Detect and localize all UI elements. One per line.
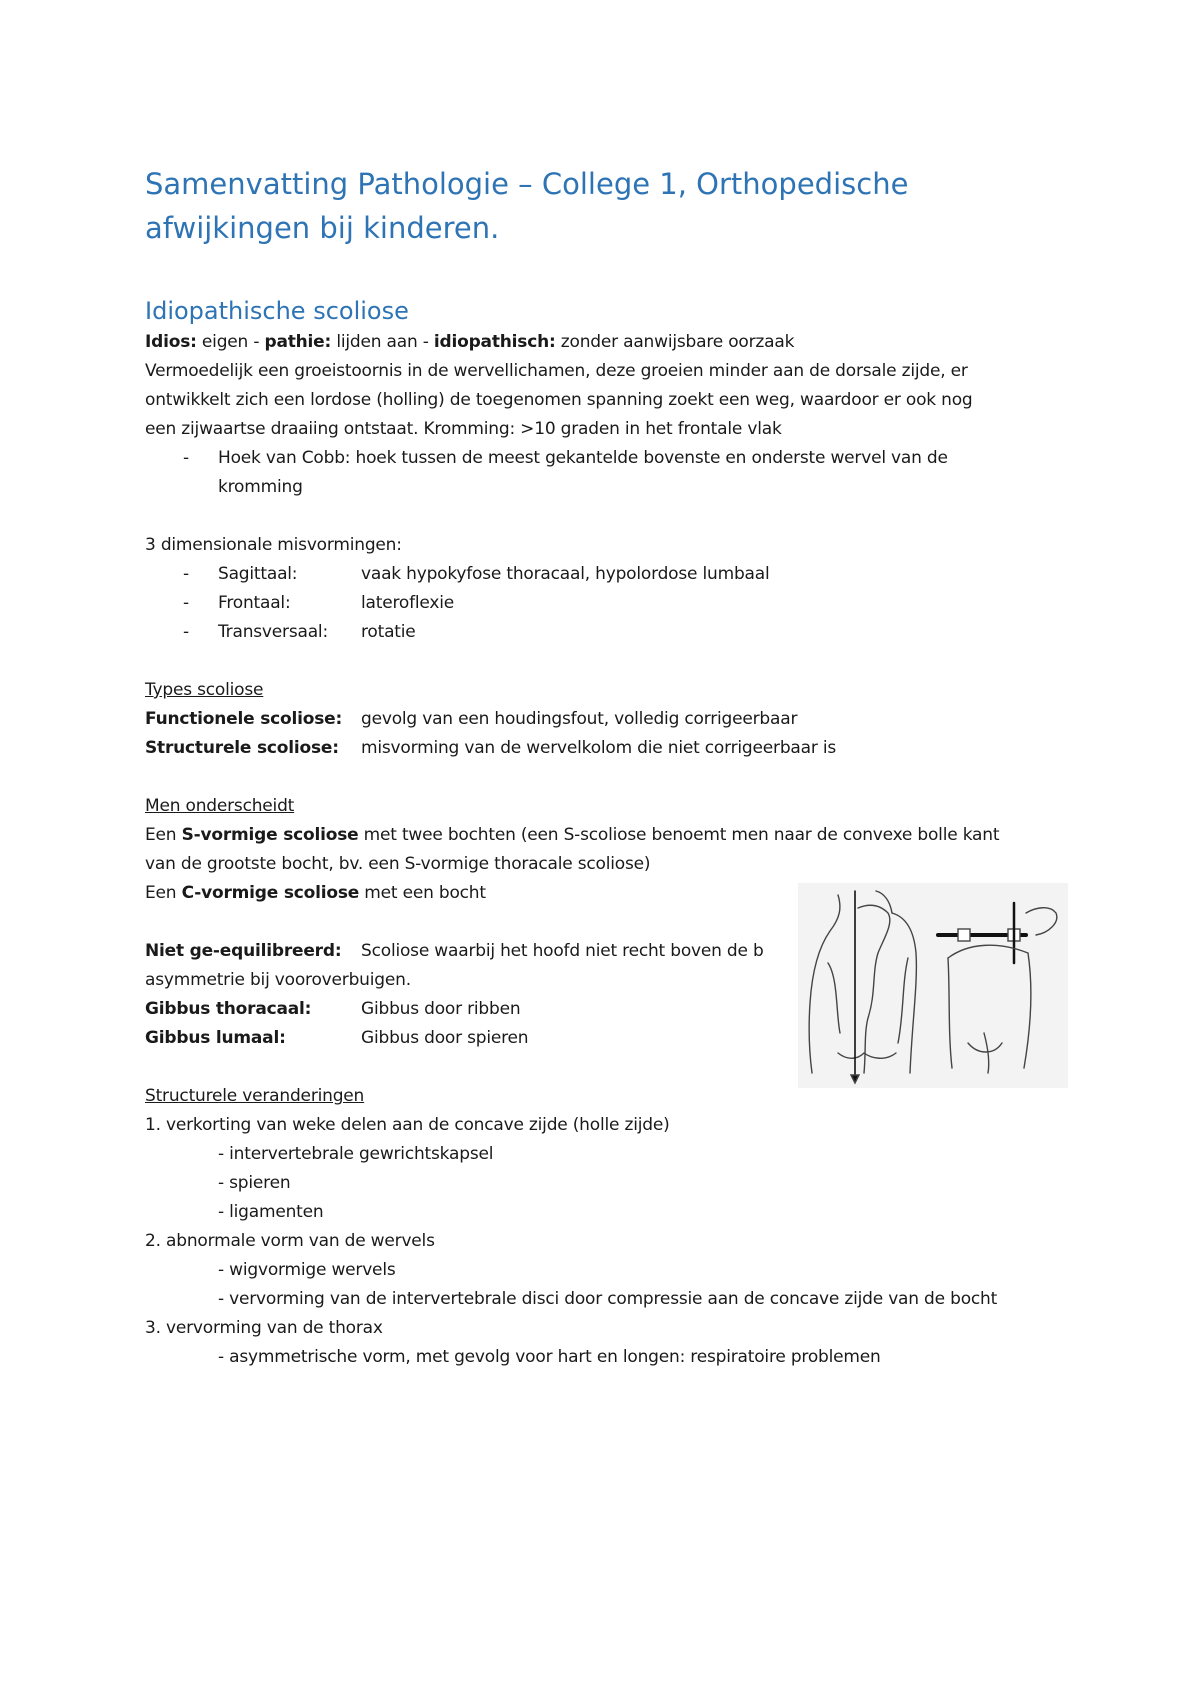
section-heading-idiopathische-scoliose: Idiopathische scoliose <box>145 297 409 325</box>
structural-item: 3. vervorming van de thorax <box>145 1318 383 1338</box>
equilibrium-line: asymmetrie bij vooroverbuigen. <box>145 970 411 990</box>
right-figure-lower-back <box>968 1043 1002 1052</box>
types-heading: Types scoliose <box>145 680 264 700</box>
dimension-label: Transversaal: <box>218 622 328 642</box>
left-figure-outline-right <box>892 913 916 1073</box>
bullet-dash: - <box>183 448 190 468</box>
examiner-hand <box>1026 908 1057 935</box>
text-fragment: met een bocht <box>359 883 486 903</box>
text-fragment: Een <box>145 825 182 845</box>
equilibrium-term: Niet ge-equilibreerd: <box>145 941 342 961</box>
term-idiopathisch: idiopathisch: <box>433 332 556 352</box>
scoliosis-drawing <box>798 883 1068 1088</box>
dimension-value: lateroflexie <box>361 593 454 613</box>
term-pathie: pathie: <box>264 332 332 352</box>
structural-subitem: - asymmetrische vorm, met gevolg voor hart en longen: respiratoire problemen <box>218 1347 881 1367</box>
bullet-dash: - <box>183 622 190 642</box>
right-figure-hip-line <box>984 1033 989 1073</box>
term-c-vormig: C-vormige scoliose <box>181 883 360 903</box>
right-figure-back <box>948 945 1031 1068</box>
text-fragment: met twee bochten (een S-scoliose benoemt men naar de convexe bolle kant <box>358 825 1000 845</box>
definition-line <box>145 328 794 357</box>
dimension-label: Frontaal: <box>218 593 291 613</box>
structural-heading: Structurele veranderingen <box>145 1086 365 1106</box>
structural-subitem: - spieren <box>218 1173 291 1193</box>
structural-item: 2. abnormale vorm van de wervels <box>145 1231 435 1251</box>
onderscheid-line: van de grootste bocht, bv. een S-vormige thoracale scoliose) <box>145 854 651 874</box>
def-text-1: eigen - <box>196 332 265 352</box>
equilibrium-label <box>145 937 341 966</box>
scoliosis-illustration <box>798 883 1068 1088</box>
plumb-arrow <box>851 1075 859 1083</box>
dimension-label: Sagittaal: <box>218 564 298 584</box>
left-figure-arm-left <box>828 963 840 1033</box>
structural-subitem: - wigvormige wervels <box>218 1260 396 1280</box>
dimensions-intro: 3 dimensionale misvormingen: <box>145 535 402 555</box>
onderscheid-line <box>145 879 486 908</box>
scoliometer-block-left <box>958 929 970 941</box>
structural-item: 1. verkorting van weke delen aan de concave zijde (holle zijde) <box>145 1115 670 1135</box>
def-text-3: zonder aanwijsbare oorzaak <box>555 332 795 352</box>
left-figure-spine-curve <box>858 905 890 1073</box>
paragraph-line: Vermoedelijk een groeistoornis in de wervellichamen, deze groeien minder aan de dorsale zijde, er <box>145 361 968 381</box>
dimension-value: vaak hypokyfose thoracaal, hypolordose lumbaal <box>361 564 770 584</box>
paragraph-line: ontwikkelt zich een lordose (holling) de toegenomen spanning zoekt een weg, waardoor er ook nog <box>145 390 973 410</box>
term-s-vormig: S-vormige scoliose <box>181 825 359 845</box>
type-label-text: Functionele scoliose: <box>145 709 343 729</box>
dimension-value: rotatie <box>361 622 416 642</box>
type-label <box>145 734 339 763</box>
gibbus-value: Gibbus door ribben <box>361 999 521 1019</box>
def-text-2: lijden aan - <box>331 332 434 352</box>
type-value: misvorming van de wervelkolom die niet corrigeerbaar is <box>361 738 837 758</box>
left-figure-arm-right <box>898 958 908 1043</box>
type-label-text: Structurele scoliose: <box>145 738 339 758</box>
structural-subitem: - ligamenten <box>218 1202 324 1222</box>
structural-subitem: - vervorming van de intervertebrale disci door compressie aan de concave zijde van de bocht <box>218 1289 998 1309</box>
bullet-text: kromming <box>218 477 303 497</box>
type-label <box>145 705 342 734</box>
gibbus-term: Gibbus thoracaal: <box>145 999 312 1019</box>
gibbus-value: Gibbus door spieren <box>361 1028 529 1048</box>
bullet-text: Hoek van Cobb: hoek tussen de meest gekantelde bovenste en onderste wervel van de <box>218 448 948 468</box>
type-value: gevolg van een houdingsfout, volledig corrigeerbaar <box>361 709 798 729</box>
text-fragment: Een <box>145 883 182 903</box>
term-idios: Idios: <box>145 332 197 352</box>
bullet-dash: - <box>183 564 190 584</box>
left-figure-hips <box>838 1053 896 1058</box>
gibbus-label <box>145 995 311 1024</box>
onderscheid-heading: Men onderscheidt <box>145 796 295 816</box>
onderscheid-line <box>145 821 999 850</box>
paragraph-line: een zijwaartse draaiing ontstaat. Kromming: >10 graden in het frontale vlak <box>145 419 782 439</box>
page-title: Samenvatting Pathologie – College 1, Orthopedische afwijkingen bij kinderen. <box>145 167 909 245</box>
gibbus-label <box>145 1024 286 1053</box>
bullet-dash: - <box>183 593 190 613</box>
gibbus-term: Gibbus lumaal: <box>145 1028 286 1048</box>
right-figure-outline-left <box>948 958 952 1068</box>
equilibrium-value: Scoliose waarbij het hoofd niet recht boven de b <box>361 941 764 961</box>
structural-subitem: - intervertebrale gewrichtskapsel <box>218 1144 494 1164</box>
